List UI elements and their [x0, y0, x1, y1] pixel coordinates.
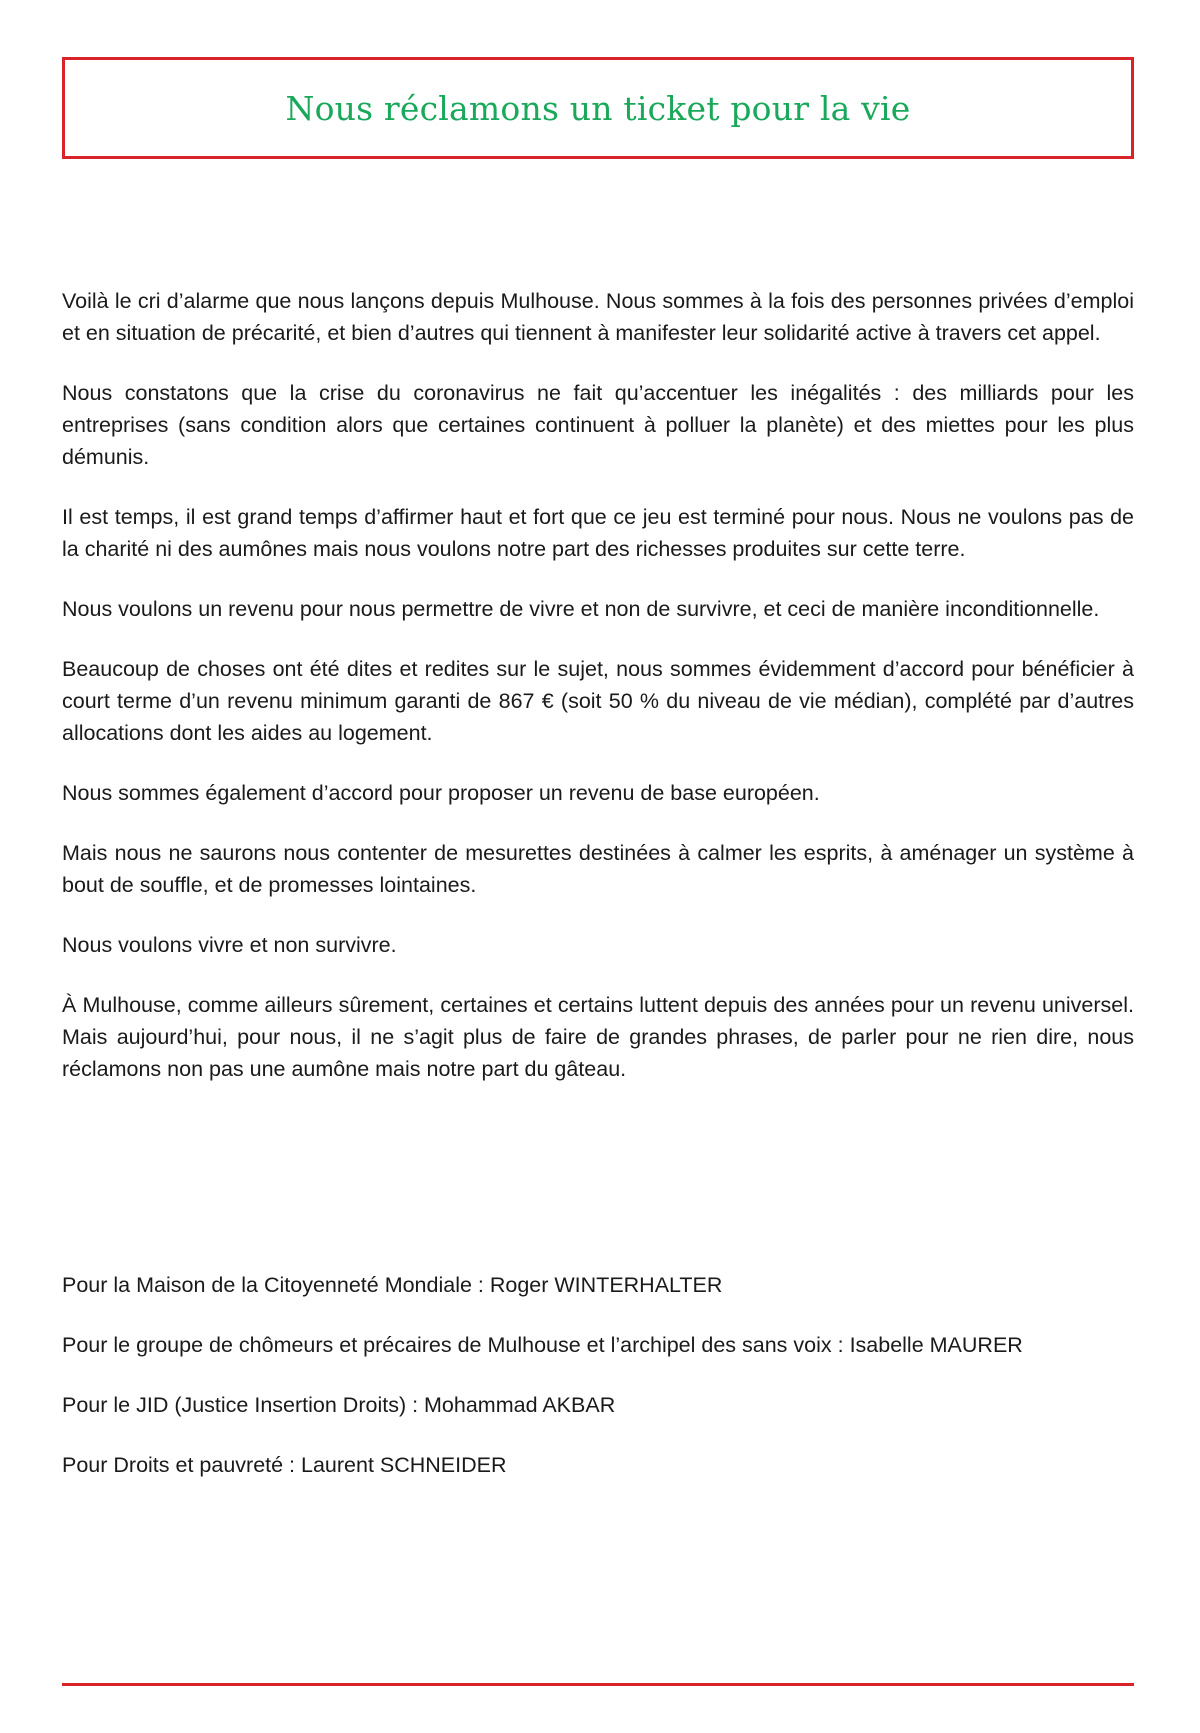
paragraph-9: À Mulhouse, comme ailleurs sûrement, certaines et certains luttent depuis des années pour un revenu universel. Mais aujourd’hui, pour nous, il ne s’agit plus de faire de grandes phrases, de parler pour ne rien dire, nous réclamons non pas une aumône mais notre part du gâteau.	[62, 993, 1134, 1081]
paragraph-2: Nous constatons que la crise du coronavirus ne fait qu’accentuer les inégalités : des milliards pour les entreprises (sans condition alors que certaines continuent à polluer la planète) et des miettes pour les plus démunis.	[62, 381, 1134, 469]
signature-line-4: Pour Droits et pauvreté : Laurent SCHNEIDER	[62, 1453, 507, 1477]
footer-divider	[62, 1683, 1134, 1686]
signature-line-2: Pour le groupe de chômeurs et précaires de Mulhouse et l’archipel des sans voix : Isabelle MAURER	[62, 1333, 1023, 1357]
paragraph-5: Beaucoup de choses ont été dites et redites sur le sujet, nous sommes évidemment d’accord pour bénéficier à court terme d’un revenu minimum garanti de 867 € (soit 50 % du niveau de vie médian), complété par d’autres allocations dont les aides au logement.	[62, 657, 1134, 745]
paragraph-8: Nous voulons vivre et non survivre.	[62, 933, 397, 957]
paragraph-7: Mais nous ne saurons nous contenter de mesurettes destinées à calmer les esprits, à aménager un système à bout de souffle, et de promesses lointaines.	[62, 841, 1134, 897]
paragraph-4: Nous voulons un revenu pour nous permettre de vivre et non de survivre, et ceci de manière inconditionnelle.	[62, 597, 1100, 621]
paragraph-6: Nous sommes également d’accord pour proposer un revenu de base européen.	[62, 781, 820, 805]
document-body	[62, 285, 1134, 1113]
paragraph-1: Voilà le cri d’alarme que nous lançons depuis Mulhouse. Nous sommes à la fois des personnes privées d’emploi et en situation de précarité, et bien d’autres qui tiennent à manifester leur solidarité active à travers cet appel.	[62, 289, 1134, 345]
signature-line-3: Pour le JID (Justice Insertion Droits) : Mohammad AKBAR	[62, 1393, 616, 1417]
signature-line-1: Pour la Maison de la Citoyenneté Mondiale : Roger WINTERHALTER	[62, 1273, 723, 1297]
title-frame	[62, 57, 1134, 159]
page-title: Nous réclamons un ticket pour la vie	[285, 88, 911, 128]
paragraph-3: Il est temps, il est grand temps d’affirmer haut et fort que ce jeu est terminé pour nous. Nous ne voulons pas de la charité ni des aumônes mais nous voulons notre part des richesses produites sur cette terre.	[62, 505, 1134, 561]
signature-block	[62, 1269, 1162, 1509]
